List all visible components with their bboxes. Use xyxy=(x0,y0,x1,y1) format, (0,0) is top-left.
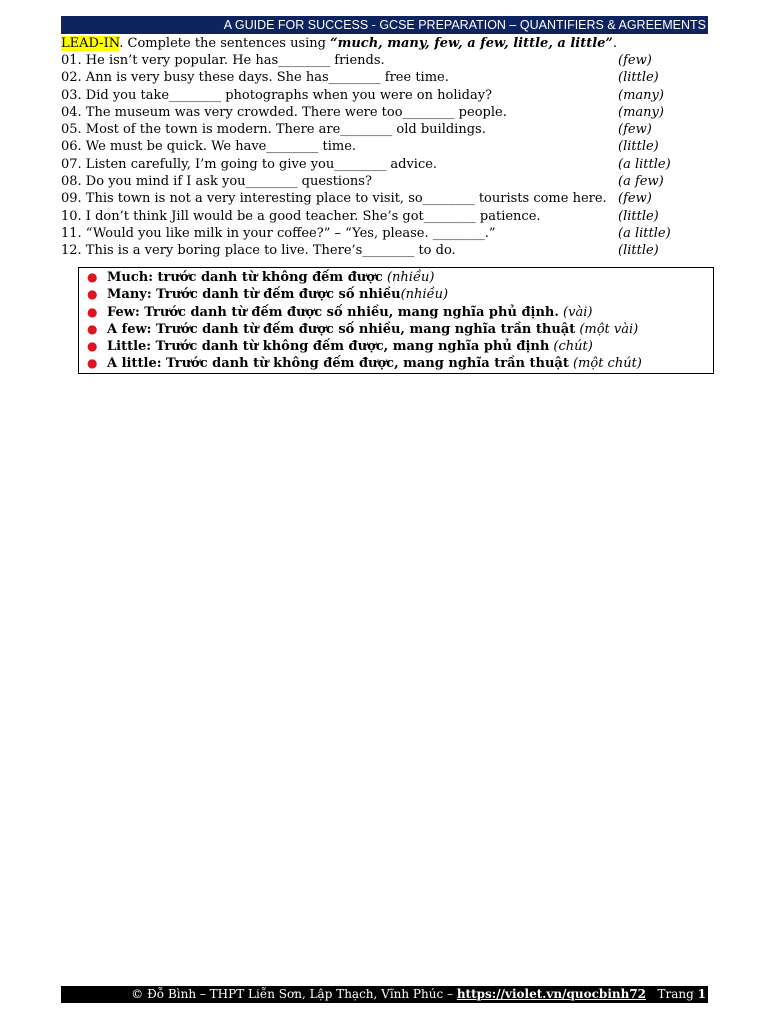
question-row xyxy=(61,87,708,104)
note-item xyxy=(79,338,713,355)
question-hint: (little) xyxy=(618,243,659,259)
footer-spacer xyxy=(646,987,657,1001)
question-text: 04. The museum was very crowded. There were too________ people. xyxy=(61,104,507,120)
note-item xyxy=(79,355,713,372)
footer-credit: © Đỗ Bình – THPT Liễn Sơn, Lập Thạch, Vĩnh Phúc – xyxy=(131,987,457,1001)
note-gloss: (một chút) xyxy=(568,356,642,372)
header-bar xyxy=(61,16,708,34)
lead-in-words: “much, many, few, a few, little, a little” xyxy=(330,36,613,51)
question-text: 05. Most of the town is modern. There are________ old buildings. xyxy=(61,122,486,138)
note-gloss: (một vài) xyxy=(575,321,639,337)
bullet-icon: ● xyxy=(87,321,98,336)
bullet-icon: ● xyxy=(87,339,98,354)
bullet-icon: ● xyxy=(87,287,98,302)
footer-link[interactable]: https://violet.vn/quocbinh72 xyxy=(456,987,647,1001)
lead-in-text: . Complete the sentences using xyxy=(119,36,331,51)
bullet-icon: ● xyxy=(87,270,98,284)
bullet-icon: ● xyxy=(87,356,98,371)
question-hint: (many) xyxy=(618,104,664,120)
bullet-icon: ● xyxy=(87,304,98,319)
note-term: Much: trước danh từ không đếm được xyxy=(107,270,383,285)
question-text: 01. He isn’t very popular. He has________ friends. xyxy=(61,53,385,68)
question-text: 07. Listen carefully, I’m going to give you________ advice. xyxy=(61,156,438,172)
question-row xyxy=(61,104,708,121)
question-row xyxy=(61,173,708,190)
note-item xyxy=(79,321,713,338)
question-text: 10. I don’t think Jill would be a good teacher. She’s got________ patience. xyxy=(61,208,541,224)
lead-in-tag: LEAD-IN xyxy=(61,36,120,51)
question-hint: (a few) xyxy=(618,174,664,190)
question-row xyxy=(61,190,708,207)
note-gloss: (vài) xyxy=(558,304,593,320)
notes-list xyxy=(79,268,713,373)
notes-box xyxy=(78,267,714,374)
footer-page-label: Trang xyxy=(657,987,694,1001)
lead-in-end: . xyxy=(612,36,618,51)
question-row xyxy=(61,242,708,259)
question-row xyxy=(61,138,708,155)
question-hint: (few) xyxy=(618,122,652,138)
question-text: 09. This town is not a very interesting place to visit, so________ tourists come here. xyxy=(61,191,607,207)
question-row xyxy=(61,52,708,69)
footer-bar xyxy=(61,986,708,1003)
question-text: 06. We must be quick. We have________ time. xyxy=(61,139,357,155)
question-text: 03. Did you take________ photographs when you were on holiday? xyxy=(61,87,493,103)
question-hint: (little) xyxy=(618,70,659,86)
note-item xyxy=(79,286,713,303)
question-list xyxy=(61,52,708,260)
note-gloss: (nhiều) xyxy=(400,287,449,303)
note-term: Many: Trước danh từ đếm được số nhiều xyxy=(107,287,401,303)
header-title: A GUIDE FOR SUCCESS - GCSE PREPARATION – QUANTIFIERS & AGREEMENTS xyxy=(223,18,706,32)
question-text: 08. Do you mind if I ask you________ questions? xyxy=(61,174,372,190)
note-gloss: (chút) xyxy=(549,339,593,355)
note-gloss: (nhiều) xyxy=(382,270,435,285)
note-term: Few: Trước danh từ đếm được số nhiều, mang nghĩa phủ định. xyxy=(107,304,559,320)
question-text: 11. “Would you like milk in your coffee?” – “Yes, please. ________.” xyxy=(61,225,496,241)
footer-page-number: 1 xyxy=(697,987,706,1001)
note-term: A few: Trước danh từ đếm được số nhiều, mang nghĩa trần thuật xyxy=(107,321,576,337)
question-row xyxy=(61,225,708,242)
note-item xyxy=(79,269,713,286)
lead-in-instruction xyxy=(61,35,708,52)
question-hint: (few) xyxy=(618,191,652,207)
question-row xyxy=(61,208,708,225)
question-row xyxy=(61,69,708,86)
question-hint: (little) xyxy=(618,139,659,155)
question-text: 12. This is a very boring place to live. There’s________ to do. xyxy=(61,243,456,259)
question-hint: (few) xyxy=(618,53,652,68)
question-row xyxy=(61,121,708,138)
question-hint: (little) xyxy=(618,208,659,224)
question-hint: (a little) xyxy=(618,156,671,172)
note-term: A little: Trước danh từ không đếm được, mang nghĩa trần thuật xyxy=(107,356,569,372)
question-text: 02. Ann is very busy these days. She has________ free time. xyxy=(61,70,449,86)
question-hint: (many) xyxy=(618,87,664,103)
question-row xyxy=(61,156,708,173)
note-item xyxy=(79,304,713,321)
note-term: Little: Trước danh từ không đếm được, mang nghĩa phủ định xyxy=(107,339,550,355)
question-hint: (a little) xyxy=(618,225,671,241)
